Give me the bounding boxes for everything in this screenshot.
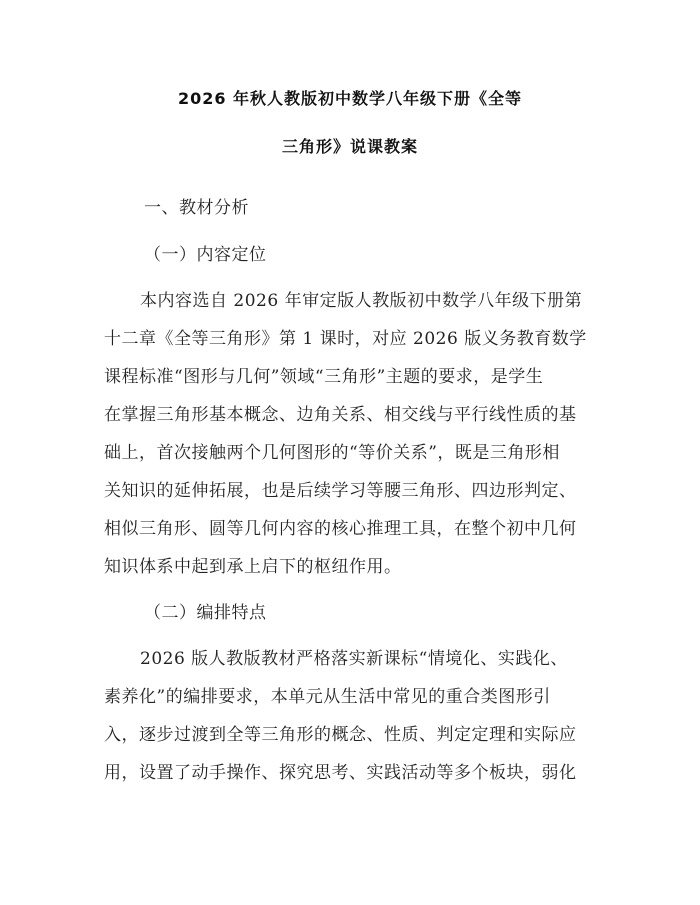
- document-title-line-1: 2026 年秋人教版初中数学八年级下册《全等: [177, 89, 523, 108]
- paragraph-line: 用，设置了动手操作、探究思考、实践活动等多个板块，弱化: [104, 763, 577, 783]
- section-heading-teaching-material-analysis: 一、教材分析: [144, 198, 249, 218]
- paragraph-line: 入，逐步过渡到全等三角形的概念、性质、判定定理和实际应: [104, 725, 577, 745]
- paragraph-line: 关知识的延伸拓展，也是后续学习等腰三角形、四边形判定、: [104, 481, 577, 501]
- subsection-heading-content-positioning: （一）内容定位: [144, 245, 267, 265]
- paragraph-line: 知识体系中起到承上启下的枢纽作用。: [104, 557, 402, 577]
- paragraph-line: 本内容选自 2026 年审定版人教版初中数学八年级下册第: [140, 291, 583, 311]
- paragraph-line: 课程标准“图形与几何”领域“三角形”主题的要求，是学生: [104, 367, 544, 387]
- paragraph-line: 在掌握三角形基本概念、边角关系、相交线与平行线性质的基: [104, 405, 577, 425]
- paragraph-line: 相似三角形、圆等几何内容的核心推理工具，在整个初中几何: [104, 519, 577, 539]
- paragraph-line: 素养化”的编排要求，本单元从生活中常见的重合类图形引: [104, 687, 551, 707]
- paragraph-line: 础上，首次接触两个几何图形的“等价关系”，既是三角形相: [104, 443, 560, 463]
- document-title-line-2: 三角形》说课教案: [281, 137, 418, 156]
- paragraph-line: 2026 版人教版教材严格落实新课标“情境化、实践化、: [140, 649, 568, 669]
- subsection-heading-arrangement-features: （二）编排特点: [144, 603, 267, 623]
- paragraph-line: 十二章《全等三角形》第 1 课时，对应 2026 版义务教育数学: [104, 329, 587, 349]
